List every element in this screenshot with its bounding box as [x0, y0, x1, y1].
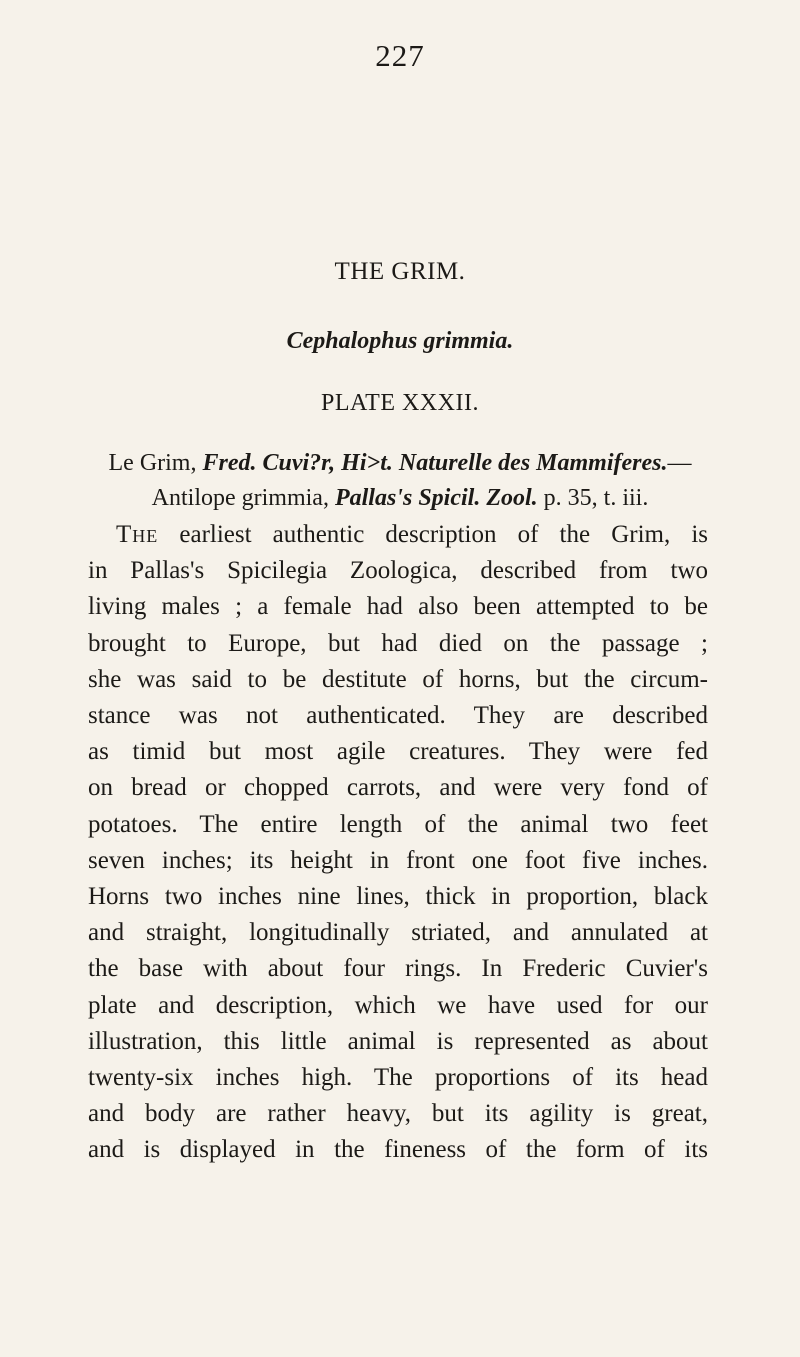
body-line: stance was not authenticated. They are described	[88, 702, 708, 730]
body-line: twenty-six inches high. The proportions of its head	[88, 1064, 708, 1092]
body-line-text: earliest authentic description of the Grim, is	[158, 521, 708, 548]
body-line: in Pallas's Spicilegia Zoologica, described from two	[88, 557, 708, 585]
reference-2-prefix: Antilope grimmia,	[151, 485, 335, 511]
body-line: as timid but most agile creatures. They were fed	[88, 738, 708, 766]
reference-1-suffix: —	[667, 450, 692, 476]
reference-2-source: Pallas's Spicil. Zool.	[334, 485, 538, 511]
reference-2-suffix: p. 35, t. iii.	[537, 485, 649, 511]
reference-1-source: Fred. Cuvi?r, Hi>t. Naturelle des Mammiferes.	[202, 450, 668, 476]
body-line: brought to Europe, but had died on the passage ;	[88, 629, 708, 657]
section-title: THE GRIM.	[334, 258, 466, 285]
body-line: illustration, this little animal is represented as about	[88, 1027, 708, 1055]
body-line: she was said to be destitute of horns, but the circum-	[88, 665, 708, 693]
body-paragraph	[88, 517, 708, 1169]
body-line: and body are rather heavy, but its agility is great,	[88, 1100, 708, 1128]
references	[0, 446, 800, 516]
paragraph-lead: The	[116, 521, 159, 548]
body-line: Horns two inches nine lines, thick in proportion, black	[88, 883, 708, 911]
body-line: on bread or chopped carrots, and were very fond of	[88, 774, 708, 802]
body-line: living males ; a female had also been attempted to be	[88, 593, 708, 621]
body-line: the base with about four rings. In Frederic Cuvier's	[88, 955, 708, 983]
body-line: and is displayed in the fineness of the form of its	[88, 1136, 708, 1164]
species-name: Cephalophus grimmia.	[286, 328, 514, 354]
body-line: potatoes. The entire length of the animal two feet	[88, 810, 708, 838]
reference-line-2	[0, 481, 800, 516]
reference-line-1	[0, 446, 800, 481]
body-line: seven inches; its height in front one foot five inches.	[88, 846, 708, 874]
body-line: plate and description, which we have used for our	[88, 991, 708, 1019]
plate-label: PLATE XXXII.	[321, 390, 479, 416]
body-line: and straight, longitudinally striated, and annulated at	[88, 919, 708, 947]
body-line	[88, 517, 708, 553]
reference-1-prefix: Le Grim,	[108, 450, 203, 476]
page-number: 227	[375, 38, 425, 73]
